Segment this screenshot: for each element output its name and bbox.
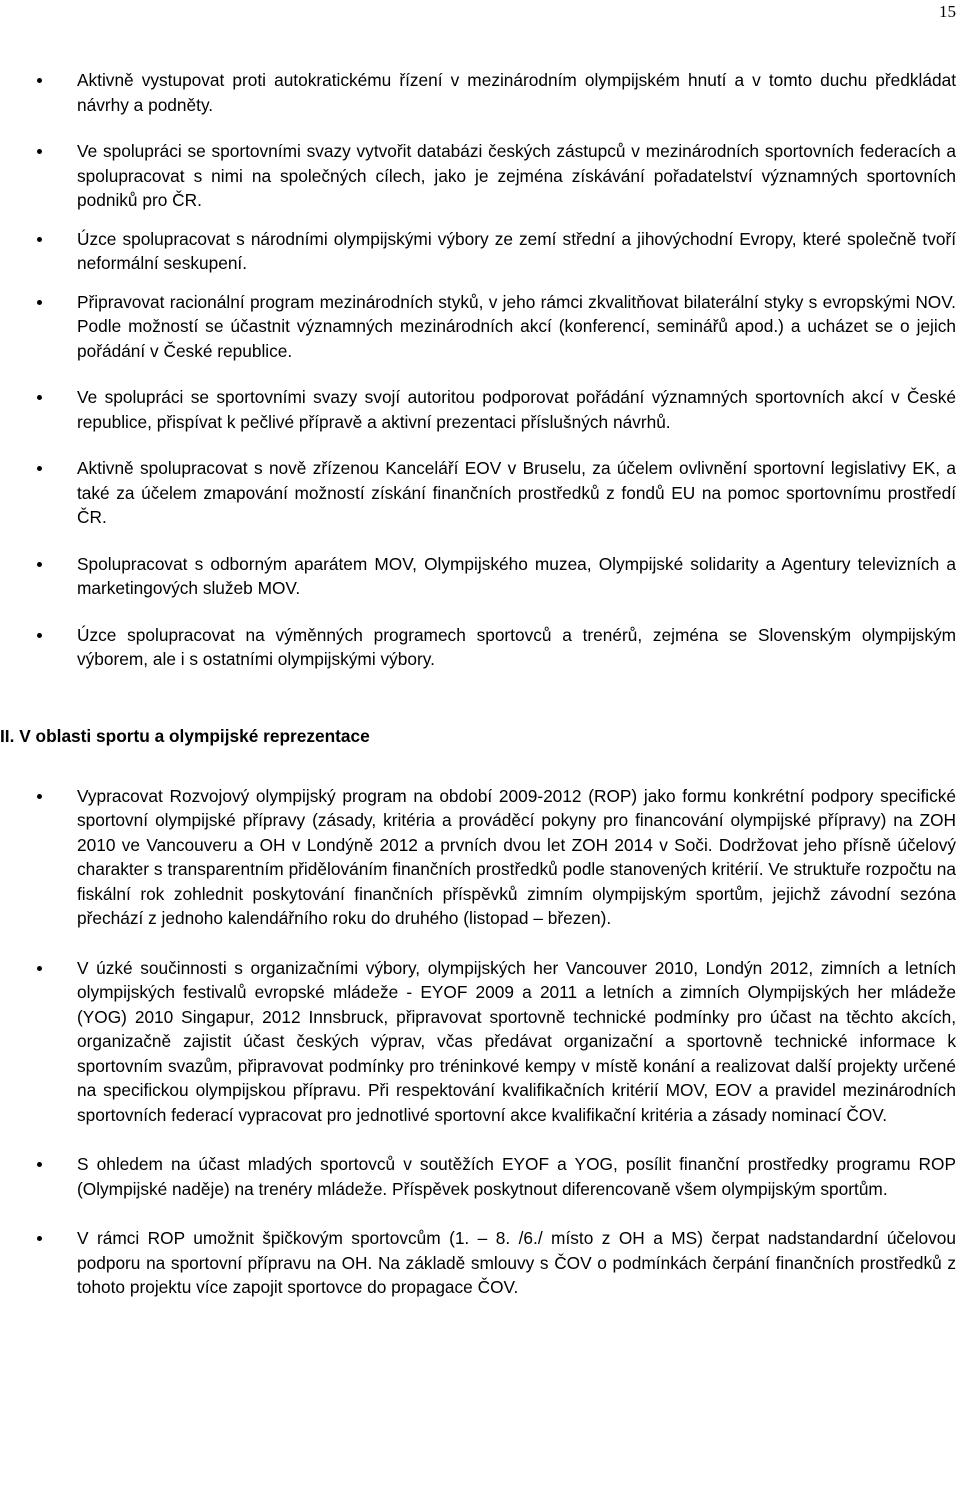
list-item-text: Aktivně spolupracovat s nově zřízenou Kanceláří EOV v Bruselu, za účelem ovlivnění sportovní legislativy EK, a také za účelem zmapování možností získání finančních prostředků z fondů EU na pomoc sportovnímu prostředí ČR. — [77, 458, 956, 527]
bullet-icon — [37, 78, 42, 83]
bullet-icon — [37, 562, 42, 567]
list-item — [0, 623, 958, 672]
list-item — [0, 1226, 958, 1300]
bullet-list-international — [0, 68, 958, 672]
page-number: 15 — [939, 2, 956, 21]
list-item-text: V úzké součinnosti s organizačními výbory, olympijských her Vancouver 2010, Londýn 2012, zimních a letních olympijských festivalů evropské mládeže - EYOF 2009 a 2011 a letních a zimních Olympijských her mládeže (YOG) 2010 Singapur, 2012 Innsbruck, připravovat sportovně technické podmínky pro účast na těchto akcích, organizačně zajistit účast českých výprav, včas předávat organizační a sportovně technické informace k sportovním svazům, připravovat podmínky pro tréninkové kempy v místě konání a realizovat další projekty určené na specifickou olympijskou přípravu. Při respektování kvalifikačních kritérií MOV, EOV a pravidel mezinárodních sportovních federací vypracovat pro jednotlivé sportovní akce kvalifikační kritéria a zásady nominací ČOV. — [77, 957, 956, 1125]
list-item-text: Připravovat racionální program mezinárodních styků, v jeho rámci zkvalitňovat bilaterální styky s evropskými NOV. Podle možností se účastnit významných mezinárodních akcí (konferencí, seminářů apod.) a ucházet se o jejich pořádání v České republice. — [77, 291, 956, 361]
list-item-text: Spolupracovat s odborným aparátem MOV, Olympijského muzea, Olympijské solidarity a Agentury televizních a marketingových služeb MOV. — [77, 553, 956, 598]
list-item-text: Úzce spolupracovat na výměnných programech sportovců a trenérů, zejména se Slovenským olympijským výborem, ale i s ostatními olympijskými výbory. — [77, 624, 956, 669]
list-item — [0, 290, 958, 364]
bullet-icon — [37, 966, 42, 971]
list-item — [0, 385, 958, 434]
list-item — [0, 552, 958, 601]
bullet-icon — [37, 633, 42, 638]
list-item-text: Vypracovat Rozvojový olympijský program na období 2009-2012 (ROP) jako formu konkrétní podpory specifické sportovní olympijské přípravy (zásady, kritéria a prováděcí pokyny pro financování olympijské přípravy) na ZOH 2010 ve Vancouveru a OH v Londýně 2012 a prvních dvou let ZOH 2014 v Soči. Dodržovat jeho přísně účelový charakter s transparentním přidělováním finančních prostředků podle stanovených kritérií. Ve struktuře rozpočtu na fiskální rok zohlednit poskytování finančních příspěvků zimním olympijským sportům, jejichž závodní sezóna přechází z jednoho kalendářního roku do druhého (listopad – březen). — [77, 785, 956, 928]
list-item — [0, 784, 958, 931]
document-body — [0, 68, 958, 1325]
list-item-text: Aktivně vystupovat proti autokratickému řízení v mezinárodním olympijském hnutí a v tomto duchu předkládat návrhy a podněty. — [77, 70, 956, 115]
bullet-icon — [37, 395, 42, 400]
list-item — [0, 227, 958, 276]
bullet-list-sport — [0, 784, 958, 1300]
section-heading: II. V oblasti sportu a olympijské reprezentace — [0, 725, 370, 746]
list-item — [0, 68, 958, 117]
bullet-icon — [37, 237, 42, 242]
bullet-icon — [37, 1162, 42, 1167]
list-item — [0, 1152, 958, 1201]
bullet-icon — [37, 300, 42, 305]
list-item-text: Ve spolupráci se sportovními svazy vytvořit databázi českých zástupců v mezinárodních sportovních federacích a spolupracovat s nimi na společných cílech, jako je zejména získávání pořadatelství významných sportovních podniků pro ČR. — [77, 141, 956, 210]
list-item-text: V rámci ROP umožnit špičkovým sportovcům (1. – 8. /6./ místo z OH a MS) čerpat nadstandardní účelovou podporu na sportovní přípravu na OH. Na základě smlouvy s ČOV o podmínkách čerpání finančních prostředků z tohoto projektu více zapojit sportovce do propagace ČOV. — [77, 1228, 956, 1297]
list-item — [0, 139, 958, 213]
list-item-text: S ohledem na účast mladých sportovců v soutěžích EYOF a YOG, posílit finanční prostředky programu ROP (Olympijské naděje) na trenéry mládeže. Příspěvek poskytnout diferencovaně všem olympijským sportům. — [77, 1154, 956, 1199]
bullet-icon — [37, 149, 42, 154]
bullet-icon — [37, 1236, 42, 1241]
bullet-icon — [37, 794, 42, 799]
list-item-text: Úzce spolupracovat s národními olympijskými výbory ze zemí střední a jihovýchodní Evropy, které společně tvoří neformální seskupení. — [77, 228, 956, 273]
list-item — [0, 956, 958, 1128]
list-item-text: Ve spolupráci se sportovními svazy svojí autoritou podporovat pořádání významných sportovních akcí v České republice, přispívat k pečlivé přípravě a aktivní prezentaci příslušných návrhů. — [77, 387, 956, 432]
bullet-icon — [37, 466, 42, 471]
list-item — [0, 456, 958, 530]
